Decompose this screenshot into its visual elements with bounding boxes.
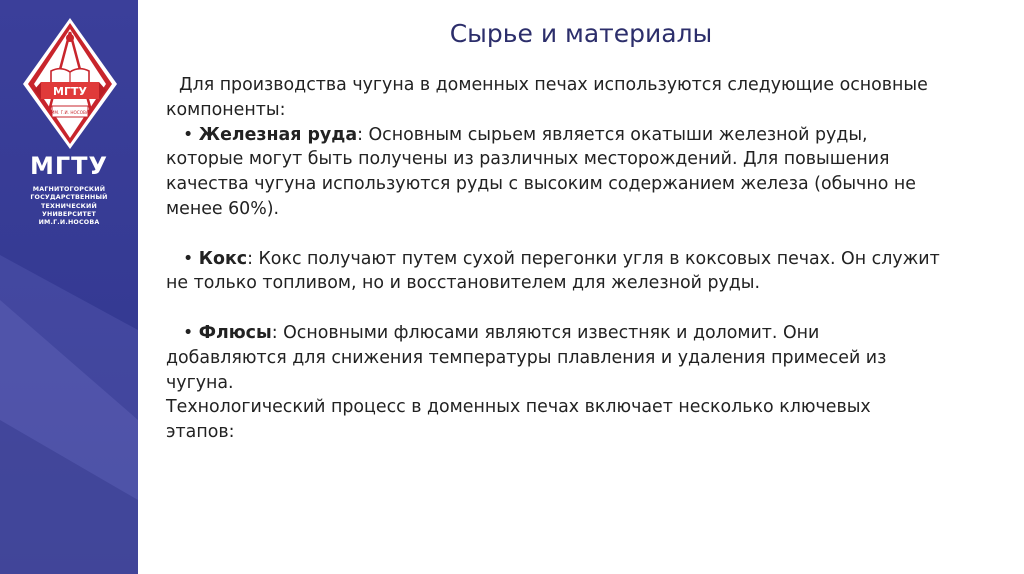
paragraph-line: добавляются для снижения температуры плавления и удаления примесей из bbox=[166, 347, 887, 368]
slide-body bbox=[166, 73, 996, 445]
bullet-term: Железная руда bbox=[198, 124, 358, 145]
university-full-name bbox=[0, 186, 138, 227]
spacer bbox=[166, 222, 996, 247]
sidebar bbox=[0, 0, 138, 574]
bullet-text: : Кокс получают путем сухой перегонки угля в коксовых печах. Он служит bbox=[247, 248, 940, 269]
intro-line: Для производства чугуна в доменных печах используются следующие основные bbox=[179, 75, 928, 95]
bullet-term: Флюсы bbox=[198, 322, 272, 343]
bullet-text: : Основными флюсами являются известняк и доломит. Они bbox=[271, 322, 820, 343]
university-subtitle-line: МАГНИТОГОРСКИЙ bbox=[32, 186, 106, 193]
bullet-marker: • bbox=[183, 248, 194, 269]
spacer bbox=[166, 296, 996, 321]
paragraph-line: не только топливом, но и восстановителем для железной руды. bbox=[166, 273, 761, 294]
university-subtitle-line: УНИВЕРСИТЕТ bbox=[41, 210, 97, 218]
university-subtitle-line: ТЕХНИЧЕСКИЙ bbox=[41, 202, 97, 210]
paragraph-line: чугуна. bbox=[166, 372, 234, 393]
bullet-marker: • bbox=[183, 124, 194, 145]
university-subtitle-line: ГОСУДАРСТВЕННЫЙ bbox=[30, 194, 108, 202]
emblem-small-text: ИМ. Г.И. НОСОВА bbox=[51, 110, 89, 115]
paragraph-line: Технологический процесс в доменных печах включает несколько ключевых bbox=[166, 397, 871, 418]
university-name: МГТУ bbox=[29, 152, 109, 180]
bullet-marker: • bbox=[183, 322, 194, 343]
paragraph-line: менее 60%). bbox=[166, 198, 280, 219]
university-emblem-icon bbox=[21, 16, 119, 151]
paragraph-line: качества чугуна используются руды с высоким содержанием железа (обычно не bbox=[166, 174, 916, 195]
bullet-term: Кокс bbox=[198, 248, 248, 269]
university-subtitle-line: ИМ.Г.И.НОСОВА bbox=[38, 219, 100, 227]
paragraph-line: этапов: bbox=[166, 422, 235, 443]
bullet-fluxes bbox=[166, 321, 996, 346]
bullet-iron-ore bbox=[166, 123, 996, 148]
slide-title: Сырье и материалы bbox=[449, 19, 713, 48]
emblem-text: МГТУ bbox=[53, 85, 87, 98]
bullet-coke bbox=[166, 247, 996, 272]
intro-line: компоненты: bbox=[166, 99, 286, 120]
bullet-text: : Основным сырьем является окатыши железной руды, bbox=[357, 124, 868, 145]
paragraph-line: которые могут быть получены из различных месторождений. Для повышения bbox=[166, 149, 890, 170]
